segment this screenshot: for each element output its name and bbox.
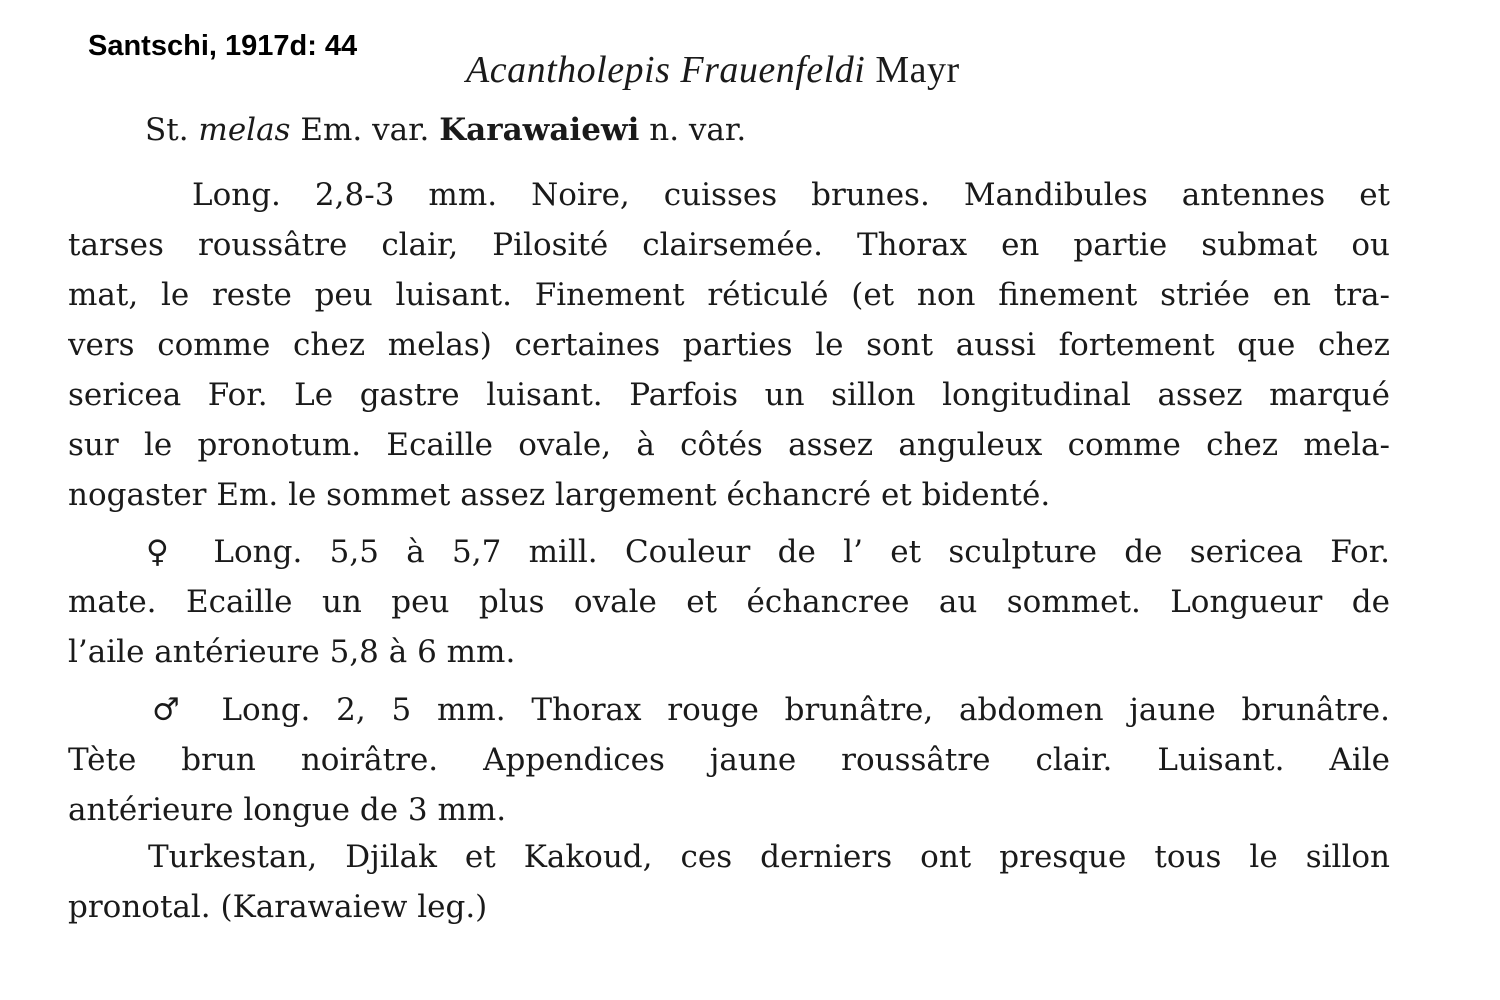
variety-heading bbox=[145, 112, 746, 148]
male-paragraph-line: Tète brun noirâtre. Appendices jaune roussâtre clair. Luisant. Aile bbox=[68, 742, 1390, 778]
worker-paragraph-line: vers comme chez melas) certaines parties le sont aussi fortement que chez bbox=[68, 327, 1390, 363]
female-paragraph-line: l’aile antérieure 5,8 à 6 mm. bbox=[68, 634, 516, 670]
locality-paragraph-line: Turkestan, Djilak et Kakoud, ces derniers ont presque tous le sillon bbox=[148, 839, 1390, 875]
subspecies-name: melas bbox=[198, 112, 291, 148]
species-title bbox=[466, 48, 960, 92]
locality-paragraph-line: pronotal. (Karawaiew leg.) bbox=[68, 889, 488, 925]
worker-description bbox=[68, 170, 1390, 520]
subspecies-author: Em. bbox=[300, 112, 363, 148]
citation: Santschi, 1917d: 44 bbox=[88, 30, 358, 62]
variety-status: n. var. bbox=[649, 112, 747, 148]
female-paragraph-line: mate. Ecaille un peu plus ovale et échancree au sommet. Longueur de bbox=[68, 584, 1390, 620]
female-description bbox=[68, 527, 1390, 677]
worker-paragraph-line: nogaster Em. le sommet assez largement échancré et bidenté. bbox=[68, 477, 1051, 513]
male-description bbox=[68, 685, 1390, 835]
species-name: Acantholepis Frauenfeldi bbox=[466, 49, 866, 91]
male-paragraph-line: ♂ Long. 2, 5 mm. Thorax rouge brunâtre, abdomen jaune brunâtre. bbox=[152, 692, 1390, 728]
var-label: var. bbox=[372, 112, 430, 148]
species-author: Mayr bbox=[875, 49, 960, 91]
female-paragraph-line: ♀ Long. 5,5 à 5,7 mill. Couleur de l’ et sculpture de sericea For. bbox=[146, 534, 1390, 570]
worker-paragraph-line: mat, le reste peu luisant. Finement réticulé (et non finement striée en tra- bbox=[68, 277, 1390, 313]
worker-paragraph-line: Long. 2,8-3 mm. Noire, cuisses brunes. Mandibules antennes et bbox=[192, 177, 1390, 213]
variety-name: Karawaiewi bbox=[439, 112, 640, 148]
worker-paragraph-line: sericea For. Le gastre luisant. Parfois un sillon longitudinal assez marqué bbox=[68, 377, 1390, 413]
subheading-prefix: St. bbox=[145, 112, 189, 148]
worker-paragraph-line: sur le pronotum. Ecaille ovale, à côtés assez anguleux comme chez mela- bbox=[68, 427, 1390, 463]
male-paragraph-line: antérieure longue de 3 mm. bbox=[68, 792, 507, 828]
worker-paragraph-line: tarses roussâtre clair, Pilosité clairsemée. Thorax en partie submat ou bbox=[68, 227, 1390, 263]
locality-paragraph bbox=[68, 832, 1390, 932]
